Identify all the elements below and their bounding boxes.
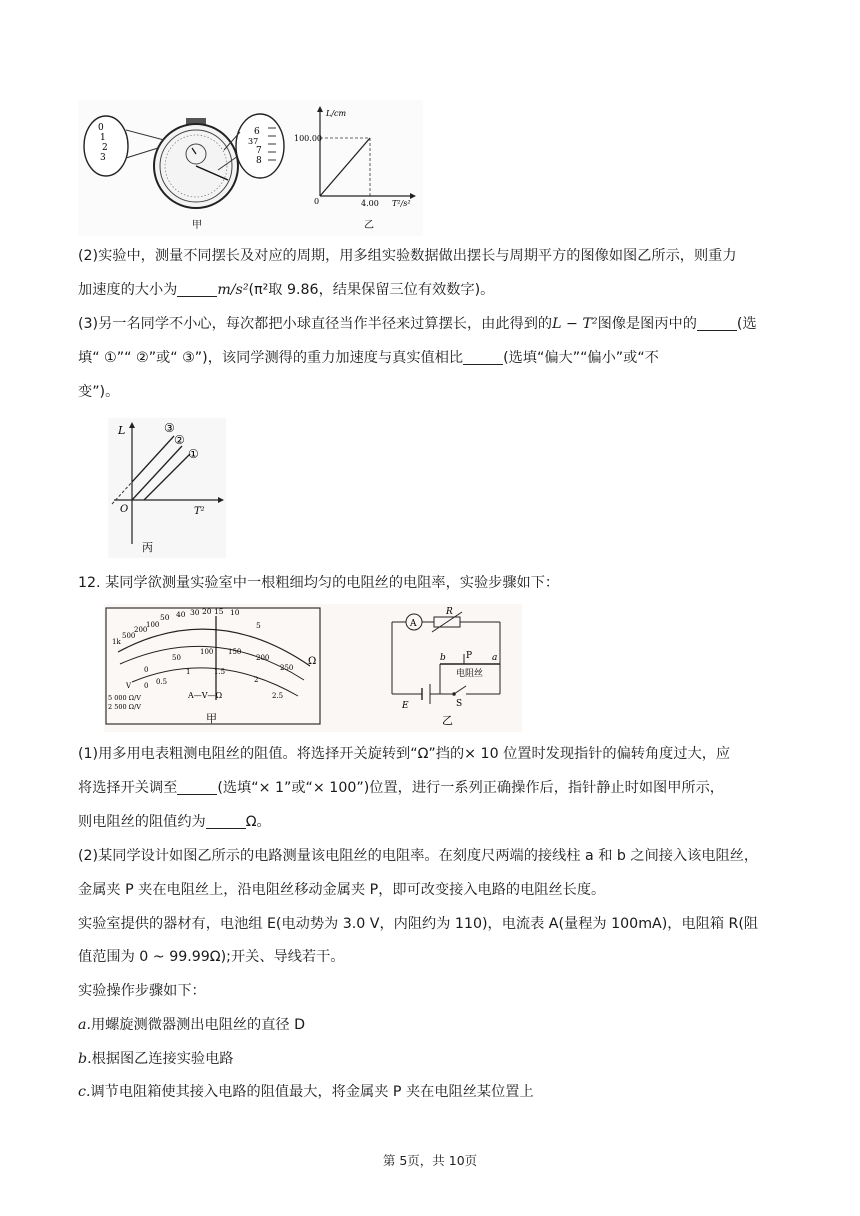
- q11-part3-prefix: (3)另一名同学不小心，每次都把小球直径当作半径来过算摆长，由此得到的: [78, 316, 553, 332]
- bing-x-label: T²: [194, 506, 205, 517]
- dial-left-1: 1: [100, 133, 106, 143]
- q11-part3-mid: 图像是图丙中的: [597, 316, 697, 332]
- scale-bottom-1: 1: [186, 668, 191, 676]
- circuit-e: E: [402, 701, 409, 711]
- q12-part2-line3: 实验室提供的器材有，电池组 E(电动势为 3.0 V，内阻约为 110)，电流表 A(量程为 100mA)，电阻箱 R(阻: [78, 916, 759, 932]
- scale-bottom-0-5: 0.5: [156, 678, 168, 686]
- scale-mid-150: 150: [228, 648, 242, 656]
- figure-multimeter-and-circuit: [104, 604, 522, 732]
- scale-left-1k: 1k: [112, 638, 121, 646]
- q12-part1-line3-suffix: Ω。: [245, 814, 271, 830]
- caption-yi: 乙: [364, 220, 374, 231]
- step-c-label: c.: [78, 1084, 91, 1100]
- step-a-text: 用螺旋测微器测出电阻丝的直径 D: [90, 1017, 306, 1033]
- spec-2500: 2 500 Ω/V: [108, 703, 141, 711]
- bing-line-2: ②: [174, 433, 185, 447]
- scale-mid-0: 0: [144, 666, 149, 674]
- q12-part1-line3: [78, 812, 271, 832]
- q11-part2-line2: [78, 280, 494, 300]
- step-b-label: b.: [78, 1051, 92, 1067]
- step-a: [78, 1015, 305, 1035]
- page-footer: 第 5页，共 10页: [382, 1153, 478, 1168]
- bing-y-label: L: [118, 424, 126, 437]
- mode-label: A—V—Ω: [188, 691, 223, 700]
- graph-y-value: 100.00: [294, 134, 322, 143]
- scale-top-10: 10: [230, 608, 240, 617]
- circuit-p: P: [466, 651, 473, 661]
- q11-part2-suffix: (π²取 9.86，结果保留三位有效数字)。: [248, 282, 495, 298]
- answer-blank-range[interactable]: [177, 780, 217, 795]
- graph-x-label: T²/s²: [392, 199, 411, 208]
- bing-line-1: ①: [188, 447, 199, 461]
- q12-part1-line2-prefix: 将选择开关调至: [78, 780, 178, 796]
- q11-part3-math: L − T²: [552, 316, 598, 332]
- answer-blank-graph[interactable]: [697, 316, 737, 331]
- scale-left-100: 100: [146, 621, 160, 629]
- scale-bottom-2-5: 2.5: [272, 692, 284, 700]
- q12-part1-line1: (1)用多用电表粗测电阻丝的阻值。将选择开关旋转到“Ω”挡的× 10 位置时发现指针的偏转角度过大，应: [78, 746, 731, 762]
- dial-right-6: 6: [254, 127, 260, 137]
- q12-part2-line1: (2)某同学设计如图乙所示的电路测量该电阻丝的电阻率。在刻度尺两端的接线柱 a 和 b 之间接入该电阻丝，: [78, 848, 759, 864]
- step-c-text: 调节电阻箱使其接入电路的阻值最大，将金属夹 P 夹在电阻丝某位置上: [90, 1084, 534, 1100]
- answer-blank-bias[interactable]: [463, 350, 503, 365]
- dial-right-7: 7: [256, 146, 262, 156]
- q11-part3-line3: 变”)。: [78, 384, 120, 400]
- circuit-r: R: [446, 607, 453, 617]
- scale-left-200: 200: [134, 626, 148, 634]
- dial-left-0: 0: [98, 123, 104, 133]
- scale-mid-50: 50: [172, 654, 181, 662]
- dial-right-8: 8: [256, 156, 262, 166]
- multimeter-dial: [106, 607, 320, 725]
- dial-left-2: 2: [102, 143, 108, 153]
- graph-origin: 0: [314, 197, 320, 206]
- scale-mid-250: 250: [280, 664, 294, 672]
- scale-omega: Ω: [308, 656, 317, 667]
- q11-part3-line2: [78, 348, 659, 368]
- step-b: [78, 1049, 233, 1069]
- circuit-a: a: [492, 653, 498, 663]
- scale-top-40: 40: [176, 610, 186, 619]
- scale-left-500: 500: [122, 632, 136, 640]
- bing-origin: O: [120, 504, 129, 515]
- scale-top-15: 15: [214, 607, 224, 616]
- q11-part3-line2-prefix: 填“ ①”“ ②”或“ ③”)，该同学测得的重力加速度与真实值相比: [78, 350, 464, 366]
- answer-blank-resistance[interactable]: [206, 814, 246, 829]
- q11-part3-line1: [78, 314, 757, 334]
- q12-part2-line5: 实验操作步骤如下：: [78, 983, 206, 999]
- dial-left-3: 3: [100, 153, 106, 163]
- scale-mid-100: 100: [200, 648, 214, 656]
- step-c: [78, 1082, 534, 1102]
- q11-part2-unit: m/s²: [217, 282, 249, 298]
- circuit-s: S: [456, 699, 463, 709]
- step-a-label: a.: [78, 1017, 91, 1033]
- circuit-ammeter: A: [410, 619, 417, 629]
- bing-line-3: ③: [164, 421, 175, 435]
- figure-stopwatch-and-graph: [78, 100, 423, 236]
- graph-y-label: L/cm: [326, 109, 347, 118]
- circuit-b: b: [440, 653, 446, 663]
- graph-x-value: 4.00: [361, 199, 379, 208]
- q12-part1-line2-suffix: (选填“× 1”或“× 100”)位置，进行一系列正确操作后，指针静止时如图甲所示，: [217, 780, 724, 796]
- q12-intro: 12. 某同学欲测量实验室中一根粗细均匀的电阻丝的电阻率，实验步骤如下：: [78, 575, 560, 591]
- q11-part2-prefix: 加速度的大小为: [78, 282, 178, 298]
- scale-bottom-2: 2: [254, 676, 259, 684]
- q12-part1-line2: [78, 778, 724, 798]
- dial-right-37: 37: [248, 137, 259, 146]
- spec-5000: 5 000 Ω/V: [108, 694, 141, 702]
- caption-meter-jia: 甲: [206, 712, 217, 725]
- scale-top-20: 20: [202, 607, 212, 616]
- scale-top-50: 50: [160, 613, 170, 622]
- scale-top-30: 30: [190, 608, 200, 617]
- scale-top-5: 5: [256, 621, 261, 630]
- scale-bottom-0: 0: [144, 682, 149, 690]
- circuit-wire-label: 电阻丝: [456, 669, 484, 679]
- label-v: V: [126, 682, 132, 690]
- q11-part2-line1: (2)实验中，测量不同摆长及对应的周期，用多组实验数据做出摆长与周期平方的图像如图乙所示，则重力: [78, 248, 737, 264]
- q12-part1-line3-prefix: 则电阻丝的阻值约为: [78, 814, 206, 830]
- caption-jia: 甲: [192, 220, 202, 231]
- q12-part2-line2: 金属夹 P 夹在电阻丝上，沿电阻丝移动金属夹 P，即可改变接入电路的电阻丝长度。: [78, 882, 606, 898]
- caption-bing: 丙: [142, 541, 153, 554]
- caption-circuit-yi: 乙: [442, 714, 453, 727]
- q12-part2-line4: 值范围为 0 ~ 99.99Ω);开关、导线若干。: [78, 949, 345, 965]
- figure-bing-L-T2-lines: [108, 418, 226, 558]
- answer-blank-g[interactable]: [177, 282, 217, 297]
- step-b-text: 根据图乙连接实验电路: [91, 1051, 234, 1067]
- q11-part3-suffix: (选: [736, 316, 757, 332]
- scale-mid-200: 200: [256, 654, 270, 662]
- q11-part3-line2-suffix: (选填“偏大”“偏小”或“不: [503, 350, 659, 366]
- scale-bottom-1-5: 1.5: [214, 668, 226, 676]
